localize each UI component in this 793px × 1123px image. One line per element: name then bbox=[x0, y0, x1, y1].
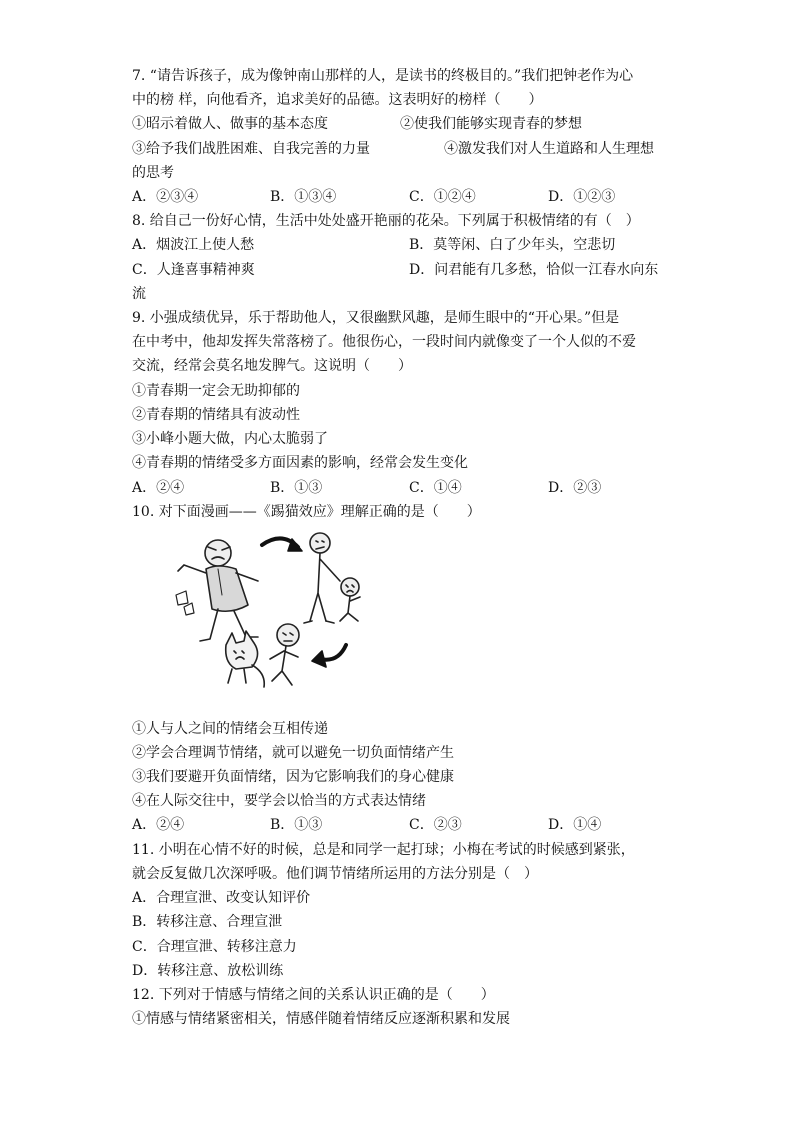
q7-statement-4: ④激发我们对人生道路和人生理想 bbox=[444, 141, 654, 157]
q8-option-d-cont: 流 bbox=[132, 286, 146, 302]
q7-option-a: A．②③④ bbox=[132, 189, 199, 205]
q11-option-b: B．转移注意、合理宣泄 bbox=[132, 914, 283, 930]
q10-statement-1: ①人与人之间的情绪会互相传递 bbox=[132, 721, 328, 737]
q11-stem-line1: 11. 小明在心情不好的时候，总是和同学一起打球；小梅在考试的时候感到紧张， bbox=[132, 842, 635, 858]
q10-option-c: C．②③ bbox=[409, 817, 462, 833]
q10-stem: 10. 对下面漫画——《踢猫效应》理解正确的是（ ） bbox=[132, 504, 481, 520]
q9-option-c: C．①④ bbox=[409, 480, 462, 496]
q8-option-d: D．问君能有几多愁，恰似一江春水向东 bbox=[409, 262, 659, 278]
q7-option-b: B．①③④ bbox=[270, 189, 337, 205]
q10-option-b: B．①③ bbox=[270, 817, 323, 833]
kick-the-cat-comic bbox=[170, 525, 370, 695]
q10-option-a: A．②④ bbox=[132, 817, 185, 833]
q9-option-a: A．②④ bbox=[132, 480, 185, 496]
q9-statement-3: ③小峰小题大做，内心太脆弱了 bbox=[132, 431, 328, 447]
q11-option-c: C．合理宣泄、转移注意力 bbox=[132, 939, 297, 955]
q7-statement-3: ③给予我们战胜困难、自我完善的力量 bbox=[132, 141, 370, 157]
q7-stem-line1: 7. “请告诉孩子，成为像钟南山那样的人，是读书的终极目的。”我们把钟老作为心 bbox=[132, 68, 634, 84]
q9-option-d: D．②③ bbox=[548, 480, 602, 496]
q9-option-b: B．①③ bbox=[270, 480, 323, 496]
q10-statement-2: ②学会合理调节情绪，就可以避免一切负面情绪产生 bbox=[132, 745, 454, 761]
q8-stem: 8. 给自己一份好心情，生活中处处盛开艳丽的花朵。下列属于积极情绪的有（ ） bbox=[132, 213, 640, 229]
q9-stem-line3: 交流，经常会莫名地发脾气。这说明（ ） bbox=[132, 358, 412, 374]
q8-option-b: B．莫等闲、白了少年头，空悲切 bbox=[409, 237, 616, 253]
q7-statement-1: ①昭示着做人、做事的基本态度 bbox=[132, 116, 328, 132]
q12-stem: 12. 下列对于情感与情绪之间的关系认识正确的是（ ） bbox=[132, 987, 495, 1003]
q11-option-d: D．转移注意、放松训练 bbox=[132, 963, 284, 979]
q10-statement-4: ④在人际交往中，要学会以恰当的方式表达情绪 bbox=[132, 793, 426, 809]
q9-statement-2: ②青春期的情绪具有波动性 bbox=[132, 407, 300, 423]
q8-option-c: C．人逢喜事精神爽 bbox=[132, 262, 255, 278]
q7-option-c: C．①②④ bbox=[409, 189, 476, 205]
q9-stem-line1: 9. 小强成绩优异，乐于帮助他人，又很幽默风趣，是师生眼中的“开心果。”但是 bbox=[132, 310, 620, 326]
q9-stem-line2: 在中考中，他却发挥失常落榜了。他很伤心，一段时间内就像变了一个人似的不爱 bbox=[132, 334, 636, 350]
q7-stem-line2: 中的榜 样，向他看齐，追求美好的品德。这表明好的榜样（ ） bbox=[132, 92, 543, 108]
q8-option-a: A．烟波江上使人愁 bbox=[132, 237, 255, 253]
q7-statement-2: ②使我们能够实现青春的梦想 bbox=[400, 116, 582, 132]
q9-statement-1: ①青春期一定会无助抑郁的 bbox=[132, 383, 300, 399]
q9-statement-4: ④青春期的情绪受多方面因素的影响，经常会发生变化 bbox=[132, 455, 468, 471]
q7-option-d: D．①②③ bbox=[548, 189, 616, 205]
q12-statement-1: ①情感与情绪紧密相关，情感伴随着情绪反应逐渐积累和发展 bbox=[132, 1011, 510, 1027]
q7-statement-4-cont: 的思考 bbox=[132, 165, 174, 181]
q10-option-d: D．①④ bbox=[548, 817, 602, 833]
q11-option-a: A．合理宣泄、改变认知评价 bbox=[132, 890, 311, 906]
q10-statement-3: ③我们要避开负面情绪，因为它影响我们的身心健康 bbox=[132, 769, 454, 785]
q11-stem-line2: 就会反复做几次深呼吸。他们调节情绪所运用的方法分别是（ ） bbox=[132, 866, 538, 882]
